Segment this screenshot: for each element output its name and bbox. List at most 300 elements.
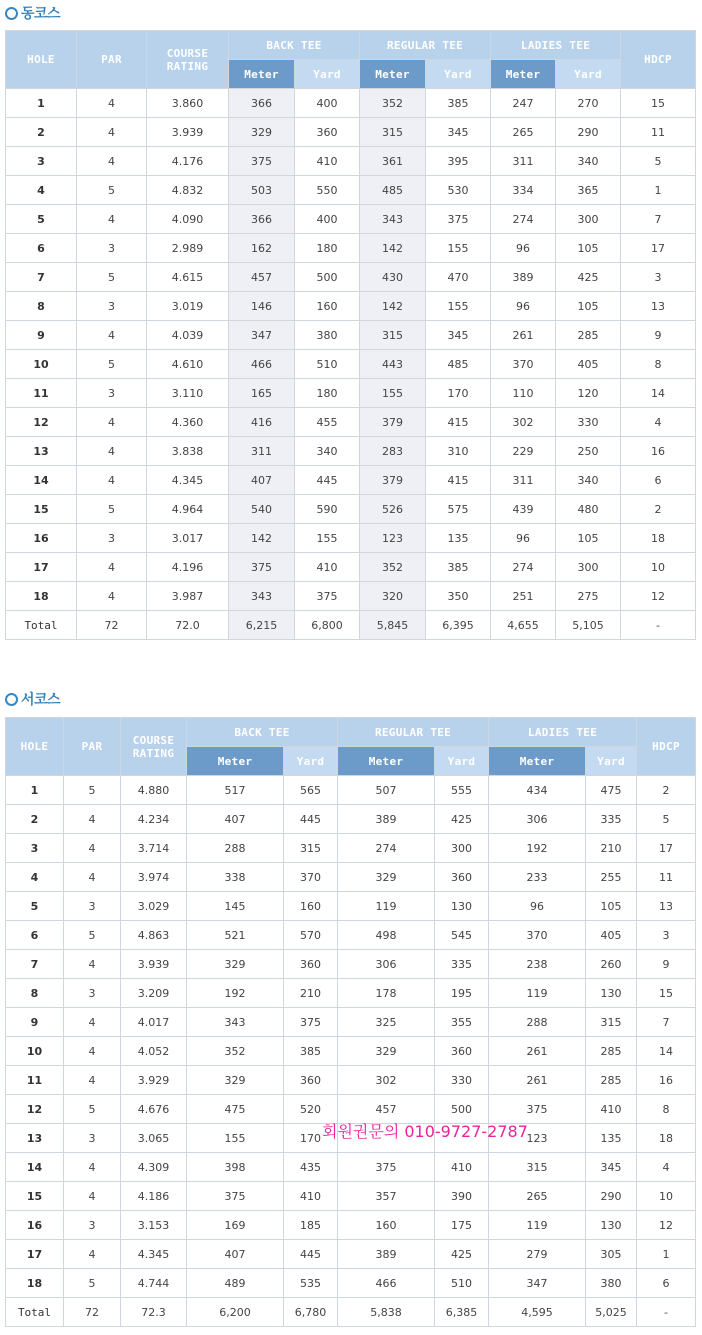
- table-cell: 347: [229, 321, 295, 350]
- table-cell: 123: [360, 524, 426, 553]
- table-cell: 169: [187, 1211, 284, 1240]
- table-row: [6, 834, 696, 863]
- table-cell: 435: [284, 1153, 338, 1182]
- table-cell: 498: [338, 921, 435, 950]
- table-cell: 4: [64, 834, 121, 863]
- table-cell: 105: [556, 524, 621, 553]
- table-cell: 510: [295, 350, 360, 379]
- table-cell: 3: [77, 234, 147, 263]
- hole-cell: 4: [6, 176, 77, 205]
- table-cell: 290: [586, 1182, 637, 1211]
- table-cell: 160: [284, 892, 338, 921]
- table-cell: 105: [556, 292, 621, 321]
- table-cell: 370: [489, 921, 586, 950]
- table-row: [6, 553, 696, 582]
- table-cell: 6,385: [435, 1298, 489, 1327]
- table-cell: 119: [338, 892, 435, 921]
- table-row: [6, 805, 696, 834]
- table-cell: 250: [556, 437, 621, 466]
- table-cell: 130: [586, 979, 637, 1008]
- table-cell: 3.714: [121, 834, 187, 863]
- table-row: [6, 437, 696, 466]
- header-hole: HOLE: [6, 31, 77, 89]
- table-cell: 15: [637, 979, 696, 1008]
- table-cell: 365: [556, 176, 621, 205]
- table-cell: 360: [295, 118, 360, 147]
- table-cell: 255: [586, 863, 637, 892]
- table-cell: 343: [187, 1008, 284, 1037]
- table-cell: 4.610: [147, 350, 229, 379]
- table-cell: 345: [586, 1153, 637, 1182]
- hole-cell: 18: [6, 1269, 64, 1298]
- table-cell: 366: [229, 89, 295, 118]
- hole-cell: 9: [6, 321, 77, 350]
- table-cell: 375: [489, 1095, 586, 1124]
- hole-cell: 7: [6, 950, 64, 979]
- table-row: [6, 1269, 696, 1298]
- table-cell: 18: [621, 524, 696, 553]
- table-cell: 4: [77, 118, 147, 147]
- hole-cell: 14: [6, 466, 77, 495]
- table-cell: 72: [64, 1298, 121, 1327]
- hole-cell: 8: [6, 979, 64, 1008]
- table-cell: 274: [491, 205, 556, 234]
- table-cell: 160: [338, 1211, 435, 1240]
- table-cell: 415: [426, 466, 491, 495]
- table-cell: 380: [586, 1269, 637, 1298]
- table-cell: 17: [637, 834, 696, 863]
- header-yard: Yard: [556, 60, 621, 89]
- table-cell: 5,838: [338, 1298, 435, 1327]
- table-cell: 165: [229, 379, 295, 408]
- table-cell: 283: [360, 437, 426, 466]
- header-course-rating: [147, 31, 229, 89]
- table-cell: 480: [556, 495, 621, 524]
- hole-cell: 6: [6, 234, 77, 263]
- table-cell: 96: [491, 234, 556, 263]
- table-cell: 352: [360, 553, 426, 582]
- hole-cell: 13: [6, 437, 77, 466]
- hole-cell: 16: [6, 524, 77, 553]
- table-cell: 290: [556, 118, 621, 147]
- table-cell: 575: [426, 495, 491, 524]
- table-cell: 375: [187, 1182, 284, 1211]
- header-yard: Yard: [295, 60, 360, 89]
- table-cell: 407: [229, 466, 295, 495]
- table-cell: 300: [556, 553, 621, 582]
- table-cell: 360: [435, 863, 489, 892]
- table-cell: 7: [637, 1008, 696, 1037]
- table-cell: 3.065: [121, 1124, 187, 1153]
- table-cell: 485: [426, 350, 491, 379]
- table-cell: 355: [435, 1008, 489, 1037]
- table-cell: 3.209: [121, 979, 187, 1008]
- table-cell: 4: [64, 1066, 121, 1095]
- table-row: [6, 408, 696, 437]
- table-cell: 410: [295, 553, 360, 582]
- table-cell: 500: [295, 263, 360, 292]
- header-course-rating-1: COURSE: [132, 733, 175, 747]
- table-row: [6, 292, 696, 321]
- table-cell: 305: [586, 1240, 637, 1269]
- table-cell: 5: [77, 495, 147, 524]
- table-cell: 475: [586, 776, 637, 805]
- table-cell: 72.3: [121, 1298, 187, 1327]
- header-regular-tee: REGULAR TEE: [338, 718, 489, 747]
- table-cell: 400: [295, 89, 360, 118]
- table-cell: 17: [621, 234, 696, 263]
- table-cell: 570: [284, 921, 338, 950]
- table-cell: 135: [586, 1124, 637, 1153]
- header-yard: Yard: [284, 747, 338, 776]
- hole-cell: 10: [6, 350, 77, 379]
- table-cell: 2.989: [147, 234, 229, 263]
- table-cell: 352: [187, 1037, 284, 1066]
- table-cell: 385: [426, 89, 491, 118]
- table-cell: 335: [435, 950, 489, 979]
- east-course-section: [5, 0, 695, 640]
- table-cell: 10: [621, 553, 696, 582]
- table-cell: 3: [621, 263, 696, 292]
- table-cell: 261: [491, 321, 556, 350]
- hole-cell: Total: [6, 611, 77, 640]
- table-cell: 3.110: [147, 379, 229, 408]
- table-cell: 540: [229, 495, 295, 524]
- table-cell: 285: [556, 321, 621, 350]
- table-cell: 105: [556, 234, 621, 263]
- table-cell: 5: [64, 1095, 121, 1124]
- table-row: [6, 1037, 696, 1066]
- table-cell: 315: [360, 321, 426, 350]
- table-cell: 320: [360, 582, 426, 611]
- table-cell: 535: [284, 1269, 338, 1298]
- table-cell: 178: [338, 979, 435, 1008]
- table-cell: 4: [64, 1240, 121, 1269]
- table-cell: 105: [586, 892, 637, 921]
- table-cell: 395: [426, 147, 491, 176]
- hole-cell: 2: [6, 118, 77, 147]
- table-cell: 4: [64, 863, 121, 892]
- table-cell: 521: [187, 921, 284, 950]
- hole-cell: 11: [6, 1066, 64, 1095]
- table-row: [6, 1153, 696, 1182]
- table-cell: 360: [284, 1066, 338, 1095]
- header-hdcp: HDCP: [621, 31, 696, 89]
- table-cell: 180: [295, 234, 360, 263]
- hole-cell: 17: [6, 553, 77, 582]
- table-header: [6, 718, 696, 776]
- table-row: [6, 89, 696, 118]
- table-cell: 142: [360, 292, 426, 321]
- table-cell: 14: [637, 1037, 696, 1066]
- hole-cell: 15: [6, 1182, 64, 1211]
- table-cell: 5,025: [586, 1298, 637, 1327]
- table-cell: 375: [229, 147, 295, 176]
- table-cell: 3: [77, 524, 147, 553]
- table-cell: 3.029: [121, 892, 187, 921]
- table-cell: 360: [284, 950, 338, 979]
- table-cell: 11: [637, 863, 696, 892]
- header-course-rating-1: COURSE: [166, 46, 209, 60]
- table-cell: 345: [426, 321, 491, 350]
- table-cell: 329: [187, 1066, 284, 1095]
- table-cell: 389: [338, 1240, 435, 1269]
- table-cell: 192: [489, 834, 586, 863]
- table-cell: 565: [284, 776, 338, 805]
- table-cell: 415: [426, 408, 491, 437]
- table-cell: 4,655: [491, 611, 556, 640]
- table-cell: 4: [77, 553, 147, 582]
- table-cell: 3.939: [147, 118, 229, 147]
- table-cell: 5: [64, 1269, 121, 1298]
- table-cell: 5: [77, 263, 147, 292]
- table-cell: 430: [360, 263, 426, 292]
- table-cell: 3: [637, 921, 696, 950]
- table-cell: 130: [435, 892, 489, 921]
- table-cell: 6,780: [284, 1298, 338, 1327]
- hole-cell: Total: [6, 1298, 64, 1327]
- table-cell: 72: [77, 611, 147, 640]
- table-cell: 4.345: [121, 1240, 187, 1269]
- table-cell: 238: [489, 950, 586, 979]
- hole-cell: 6: [6, 921, 64, 950]
- table-cell: 4.309: [121, 1153, 187, 1182]
- table-cell: 12: [637, 1211, 696, 1240]
- table-cell: 485: [360, 176, 426, 205]
- table-cell: 175: [435, 1211, 489, 1240]
- table-cell: 4.186: [121, 1182, 187, 1211]
- table-row: [6, 234, 696, 263]
- hole-cell: 1: [6, 89, 77, 118]
- table-cell: 4: [64, 1037, 121, 1066]
- table-cell: 6: [621, 466, 696, 495]
- table-cell: 315: [284, 834, 338, 863]
- table-cell: 13: [621, 292, 696, 321]
- table-cell: 375: [338, 1153, 435, 1182]
- table-cell: 120: [556, 379, 621, 408]
- header-meter: Meter: [489, 747, 586, 776]
- table-cell: 439: [491, 495, 556, 524]
- table-cell: 4: [64, 805, 121, 834]
- hole-cell: 12: [6, 1095, 64, 1124]
- table-cell: 180: [295, 379, 360, 408]
- table-cell: 4.234: [121, 805, 187, 834]
- table-cell: 503: [229, 176, 295, 205]
- table-cell: 3.838: [147, 437, 229, 466]
- table-cell: 4.744: [121, 1269, 187, 1298]
- table-cell: 425: [435, 805, 489, 834]
- header-hdcp: HDCP: [637, 718, 696, 776]
- table-row: [6, 1066, 696, 1095]
- table-cell: 329: [338, 1037, 435, 1066]
- header-meter: Meter: [491, 60, 556, 89]
- table-body: [6, 776, 696, 1327]
- table-cell: 335: [586, 805, 637, 834]
- header-regular-tee: REGULAR TEE: [360, 31, 491, 60]
- table-cell: 526: [360, 495, 426, 524]
- table-cell: 360: [435, 1037, 489, 1066]
- table-cell: 233: [489, 863, 586, 892]
- table-row: [6, 582, 696, 611]
- east-course-table: [5, 30, 696, 640]
- header-course-rating-2: RATING: [132, 746, 175, 760]
- table-row: [6, 863, 696, 892]
- table-cell: 9: [621, 321, 696, 350]
- hole-cell: 3: [6, 834, 64, 863]
- table-cell: 170: [426, 379, 491, 408]
- table-cell: 195: [435, 979, 489, 1008]
- header-hole: HOLE: [6, 718, 64, 776]
- table-cell: 389: [491, 263, 556, 292]
- table-cell: 229: [491, 437, 556, 466]
- table-cell: 142: [360, 234, 426, 263]
- table-cell: 445: [295, 466, 360, 495]
- table-cell: 407: [187, 805, 284, 834]
- table-cell: 4: [77, 437, 147, 466]
- table-cell: 170: [284, 1124, 338, 1153]
- table-cell: 343: [229, 582, 295, 611]
- table-cell: 3.019: [147, 292, 229, 321]
- table-cell: 261: [489, 1037, 586, 1066]
- table-cell: 270: [556, 89, 621, 118]
- course-title-text: 서코스: [21, 692, 61, 708]
- table-cell: 517: [187, 776, 284, 805]
- table-cell: 311: [491, 466, 556, 495]
- table-cell: 4.880: [121, 776, 187, 805]
- table-cell: 4.832: [147, 176, 229, 205]
- table-cell: 18: [637, 1124, 696, 1153]
- table-cell: 375: [229, 553, 295, 582]
- west-course-table: [5, 717, 696, 1327]
- table-cell: 457: [229, 263, 295, 292]
- table-cell: 4: [64, 950, 121, 979]
- table-cell: 590: [295, 495, 360, 524]
- table-cell: 3.939: [121, 950, 187, 979]
- table-cell: 3.987: [147, 582, 229, 611]
- table-cell: 185: [284, 1211, 338, 1240]
- table-cell: 16: [621, 437, 696, 466]
- table-cell: 4.615: [147, 263, 229, 292]
- table-cell: 4: [621, 408, 696, 437]
- table-cell: 410: [295, 147, 360, 176]
- table-cell: 5,105: [556, 611, 621, 640]
- table-row: [6, 1211, 696, 1240]
- table-cell: 407: [187, 1240, 284, 1269]
- table-row: [6, 1008, 696, 1037]
- table-row: [6, 1095, 696, 1124]
- table-cell: 4: [77, 321, 147, 350]
- table-cell: 6,200: [187, 1298, 284, 1327]
- table-cell: 334: [491, 176, 556, 205]
- table-cell: 3: [77, 292, 147, 321]
- table-cell: 96: [491, 292, 556, 321]
- table-cell: 445: [284, 805, 338, 834]
- table-cell: 425: [435, 1240, 489, 1269]
- header-meter: Meter: [187, 747, 284, 776]
- hole-cell: 4: [6, 863, 64, 892]
- table-cell: 302: [491, 408, 556, 437]
- table-cell: 4.176: [147, 147, 229, 176]
- table-header: [6, 31, 696, 89]
- hole-cell: 2: [6, 805, 64, 834]
- table-cell: 410: [435, 1153, 489, 1182]
- table-body: [6, 89, 696, 640]
- table-cell: 110: [491, 379, 556, 408]
- table-cell: 247: [491, 89, 556, 118]
- header-meter: Meter: [360, 60, 426, 89]
- table-cell: 306: [489, 805, 586, 834]
- table-cell: 300: [435, 834, 489, 863]
- table-cell: 3: [64, 1211, 121, 1240]
- table-cell: 2: [637, 776, 696, 805]
- header-ladies-tee: LADIES TEE: [491, 31, 621, 60]
- table-cell: 9: [637, 950, 696, 979]
- header-par: PAR: [77, 31, 147, 89]
- table-cell: 5: [64, 921, 121, 950]
- hole-cell: 8: [6, 292, 77, 321]
- table-cell: 466: [229, 350, 295, 379]
- table-cell: 16: [637, 1066, 696, 1095]
- table-cell: 4: [77, 408, 147, 437]
- total-row: [6, 611, 696, 640]
- table-cell: 416: [229, 408, 295, 437]
- table-cell: 4.345: [147, 466, 229, 495]
- table-cell: 352: [360, 89, 426, 118]
- table-cell: 425: [556, 263, 621, 292]
- total-row: [6, 1298, 696, 1327]
- table-cell: 6,395: [426, 611, 491, 640]
- table-cell: 380: [295, 321, 360, 350]
- table-row: [6, 350, 696, 379]
- hole-cell: 9: [6, 1008, 64, 1037]
- table-cell: 162: [229, 234, 295, 263]
- table-row: [6, 776, 696, 805]
- table-cell: 135: [426, 524, 491, 553]
- table-row: [6, 1182, 696, 1211]
- table-row: [6, 979, 696, 1008]
- table-cell: 370: [284, 863, 338, 892]
- west-course-section: [5, 686, 695, 1327]
- table-cell: 4: [77, 582, 147, 611]
- table-cell: 340: [295, 437, 360, 466]
- header-meter: Meter: [229, 60, 295, 89]
- table-cell: 366: [229, 205, 295, 234]
- table-cell: 507: [338, 776, 435, 805]
- table-cell: 142: [229, 524, 295, 553]
- table-cell: 160: [295, 292, 360, 321]
- table-cell: 302: [338, 1066, 435, 1095]
- hole-cell: 13: [6, 1124, 64, 1153]
- table-cell: 470: [426, 263, 491, 292]
- table-cell: 3.860: [147, 89, 229, 118]
- table-cell: 279: [489, 1240, 586, 1269]
- table-cell: 340: [556, 147, 621, 176]
- table-cell: 520: [284, 1095, 338, 1124]
- header-course-rating-2: RATING: [166, 59, 209, 73]
- table-cell: 4: [77, 466, 147, 495]
- table-cell: 315: [586, 1008, 637, 1037]
- table-cell: 13: [637, 892, 696, 921]
- table-cell: 385: [284, 1037, 338, 1066]
- table-cell: 72.0: [147, 611, 229, 640]
- table-cell: 4: [64, 1153, 121, 1182]
- table-cell: 343: [360, 205, 426, 234]
- table-cell: 3.929: [121, 1066, 187, 1095]
- table-cell: 410: [284, 1182, 338, 1211]
- table-cell: 338: [187, 863, 284, 892]
- table-cell: 4.017: [121, 1008, 187, 1037]
- table-cell: 6: [637, 1269, 696, 1298]
